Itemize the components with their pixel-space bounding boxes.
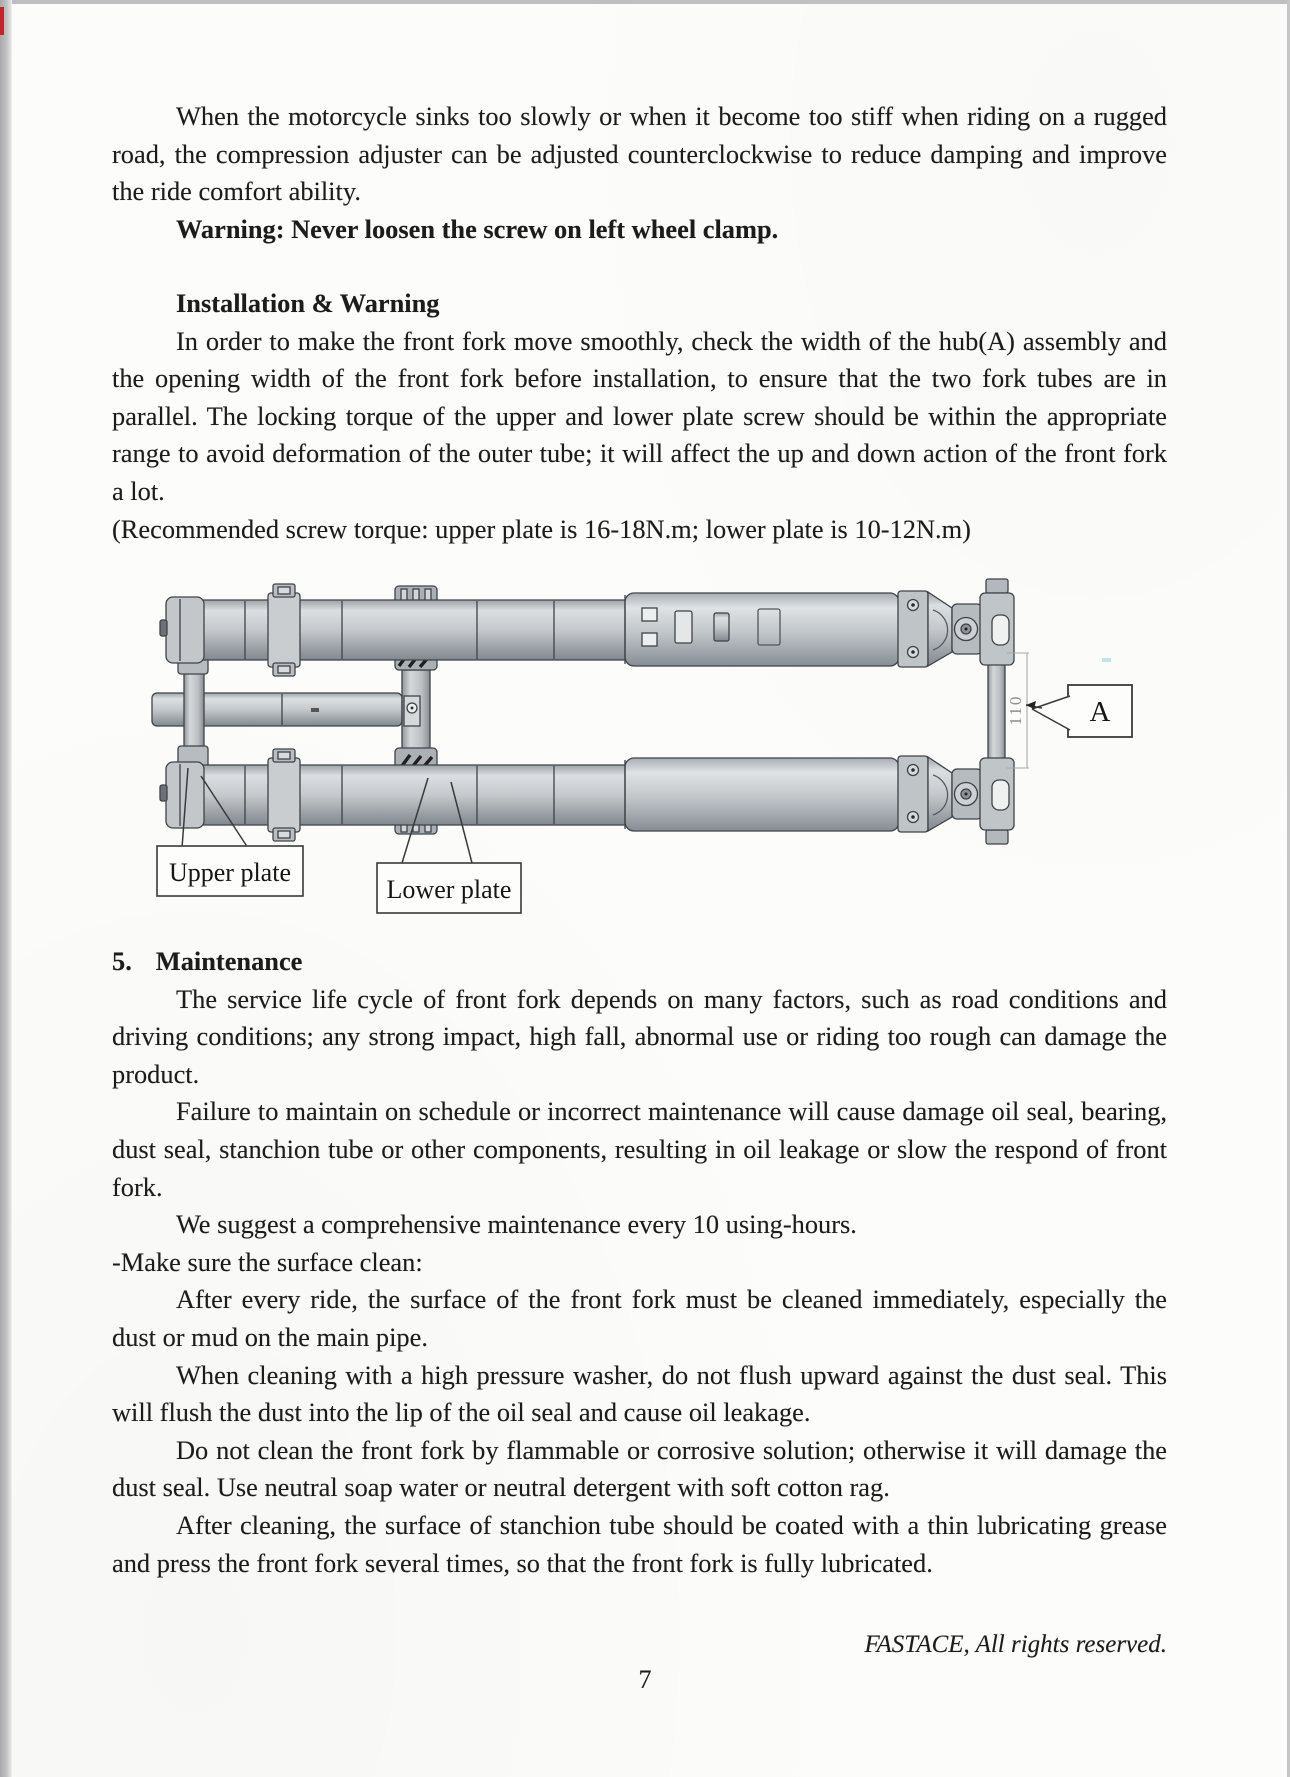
installation-heading: Installation & Warning — [176, 288, 440, 318]
lower-plate-label: Lower plate — [386, 875, 512, 904]
scan-mark-red — [0, 7, 4, 35]
page-number: 7 — [638, 1665, 652, 1694]
maintenance-paragraph-5: After every ride, the surface of the front fork must be cleaned immediately, especially the dust or mud on the main pipe. — [112, 1284, 1167, 1352]
maintenance-paragraph-4: -Make sure the surface clean: — [112, 1246, 423, 1277]
a-label: A — [1089, 696, 1111, 728]
page-edge-left — [0, 0, 12, 1777]
copyright-line: FASTACE, All rights reserved. — [864, 1631, 1167, 1658]
installation-paragraph: In order to make the front fork move smoothly, check the width of the hub(A) assembly and the opening width of the front fork before installation, to ensure that the two fork tubes are in parallel. The locking torque of the upper and lower plate screw should be within the appropriate range to avoid deformation of the outer tube; it will affect the up and down action of the front fork a lot. — [112, 325, 1167, 506]
scan-speck — [311, 708, 319, 712]
bottom-fork-tube — [160, 749, 1014, 844]
maintenance-paragraph-7: Do not clean the front fork by flammable or corrosive solution; otherwise it will damage the dust seal. Use neutral soap water or neutral detergent with soft cotton rag. — [112, 1434, 1167, 1503]
dimension-110-text: 110 — [1006, 694, 1025, 726]
a-callout — [1026, 685, 1132, 737]
maintenance-paragraph-3: We suggest a comprehensive maintenance every 10 using-hours. — [176, 1209, 857, 1240]
warning-line: Warning: Never loosen the screw on left wheel clamp. — [176, 213, 779, 244]
maintenance-title: Maintenance — [155, 946, 303, 976]
fork-diagram-svg — [130, 548, 1190, 943]
maintenance-paragraph-1: The service life cycle of front fork depends on many factors, such as road conditions and driving conditions; any strong impact, high fall, abnormal use or riding too rough can damage the product. — [112, 983, 1167, 1089]
maintenance-heading — [112, 943, 1167, 981]
maintenance-section — [112, 943, 1167, 1582]
upper-plate-label: Upper plate — [168, 858, 292, 887]
top-fork-tube — [160, 579, 1014, 676]
maintenance-paragraph-8: After cleaning, the surface of stanchion tube should be coated with a thin lubricating grease and press the front fork several times, so that the front fork is fully lubricated. — [112, 1509, 1167, 1578]
torque-note: (Recommended screw torque: upper plate is 16-18N.m; lower plate is 10-12N.m) — [112, 513, 971, 544]
intro-section — [112, 98, 1167, 248]
dimension-110 — [1006, 653, 1029, 768]
maintenance-number: 5. — [112, 946, 132, 976]
front-fork-diagram — [112, 548, 1172, 943]
intro-paragraph: When the motorcycle sinks too slowly or when it become too stiff when riding on a rugged road, the compression adjuster can be adjusted counterclockwise to reduce damping and improve the ride comfort ability. — [112, 101, 1167, 207]
page-edge-top — [0, 0, 1290, 4]
scan-speck-cyan — [1102, 658, 1111, 662]
maintenance-paragraph-6: When cleaning with a high pressure washer, do not flush upward against the dust seal. This will flush the dust into the lip of the oil seal and cause oil leakage. — [112, 1359, 1167, 1428]
maintenance-paragraph-2: Failure to maintain on schedule or incorrect maintenance will cause damage oil seal, bearing, dust seal, stanchion tube or other components, resulting in oil leakage or slow the respond of front fork. — [112, 1096, 1167, 1202]
installation-section — [112, 285, 1167, 548]
